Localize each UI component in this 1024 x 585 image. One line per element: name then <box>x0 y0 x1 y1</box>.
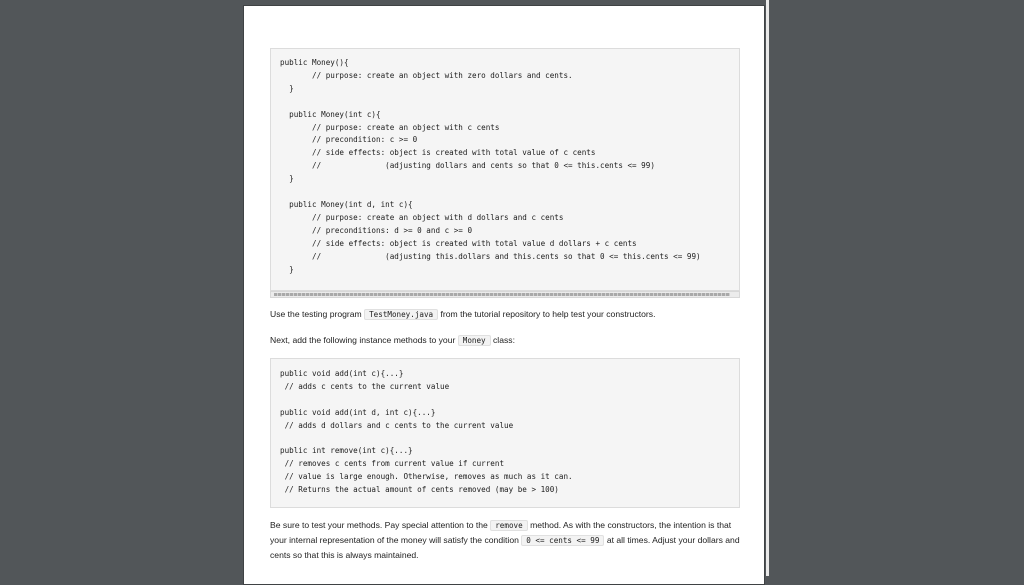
code-line: // purpose: create an object with d dollars and c cents <box>280 212 564 222</box>
code-line: // preconditions: d >= 0 and c >= 0 <box>280 225 473 235</box>
code-line: // precondition: c >= 0 <box>280 135 418 145</box>
methods-code <box>280 368 739 497</box>
code-line: public void add(int c){...} <box>280 369 404 378</box>
code-line: public Money(){ <box>280 58 349 67</box>
code-line: // purpose: create an object with c cents <box>280 122 500 132</box>
code-line: // adds d dollars and c cents to the current value <box>280 420 514 430</box>
code-line: public Money(int c){ <box>280 109 381 119</box>
code-line: public void add(int d, int c){...} <box>280 407 436 417</box>
code-line: public int remove(int c){...} <box>280 446 413 456</box>
code-line: // Returns the actual amount of cents removed (may be > 100) <box>280 485 559 495</box>
code-line: // side effects: object is created with total value of c cents <box>280 148 596 158</box>
code-line: } <box>280 83 294 93</box>
scrollbar-thumb[interactable] <box>274 293 730 296</box>
code-line: // removes c cents from current value if current <box>280 459 505 469</box>
remove-inline-code: remove <box>490 520 527 531</box>
code-line: // side effects: object is created with total value d dollars + c cents <box>280 238 637 248</box>
next-paragraph: Next, add the following instance methods to your Money class: <box>270 335 515 345</box>
code-line: // value is large enough. Otherwise, removes as much as it can. <box>280 472 573 482</box>
document-page <box>243 5 765 585</box>
code-line: // (adjusting this.dollars and this.cents so that 0 <= this.cents <= 99) <box>280 251 701 261</box>
right-edge-strip <box>766 0 769 576</box>
code-horizontal-scrollbar[interactable] <box>270 291 740 298</box>
testing-paragraph: Use the testing program TestMoney.java from the tutorial repository to help test your constructors. <box>270 309 656 319</box>
code-line: // (adjusting dollars and cents so that 0 <= this.cents <= 99) <box>280 161 655 171</box>
code-line: } <box>280 264 294 274</box>
final-paragraph: Be sure to test your methods. Pay special attention to the remove method. As with the constructors, the intention is that your internal representation of the money will satisfy the condition 0 <= cents <= 99 at all times. Adjust your dollars and cents so that this is always maintained. <box>270 520 740 560</box>
code-line: } <box>280 174 294 184</box>
cents-condition-inline-code: 0 <= cents <= 99 <box>521 535 604 546</box>
testmoney-inline-code: TestMoney.java <box>364 309 438 320</box>
money-inline-code: Money <box>458 335 491 346</box>
constructors-code <box>280 57 739 276</box>
code-line: // purpose: create an object with zero dollars and cents. <box>280 70 573 80</box>
constructors-code-block <box>270 48 740 291</box>
code-line: public Money(int d, int c){ <box>280 199 413 209</box>
code-line: // adds c cents to the current value <box>280 381 450 391</box>
methods-code-block <box>270 358 740 508</box>
